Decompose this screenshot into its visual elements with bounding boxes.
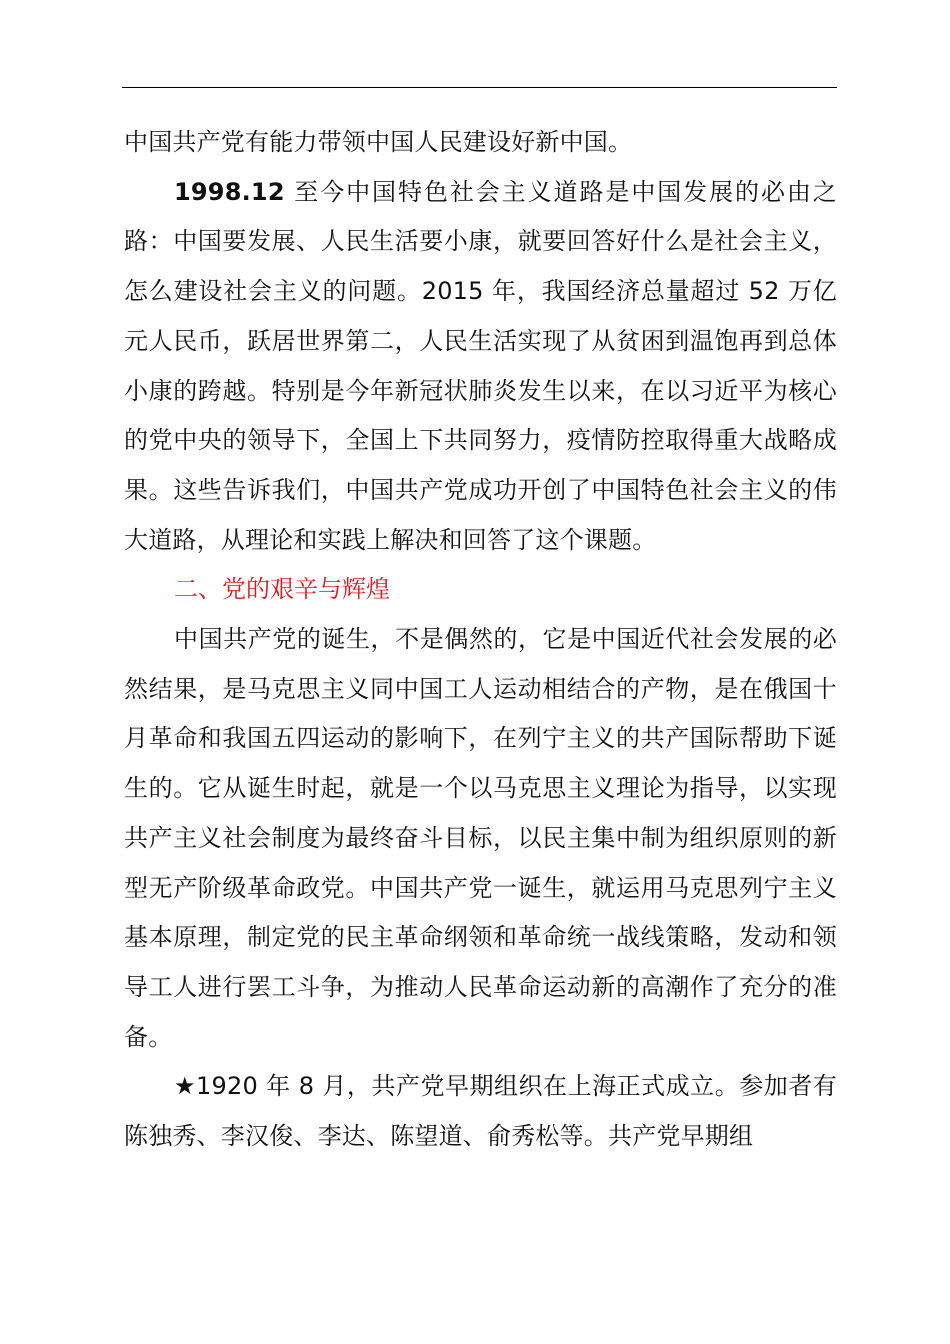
paragraph-body: 至今中国特色社会主义道路是中国发展的必由之路：中国要发展、人民生活要小康，就要回答好什么是社会主义，怎么建设社会主义的问题。2015 年，我国经济总量超过 52 万亿元人民币，跃居世界第二，人民生活实现了从贫困到温饱再到总体小康的跨越。特别是今年新冠状肺炎发生以来，在以习近平为核心的党中央的领导下，全国上下共同努力，疫情防控取得重大战略成果。这些告诉我们，中国共产党成功开创了中国特色社会主义的伟大道路，从理论和实践上解决和回答了这个课题。 [124,177,837,554]
section-heading: 二、党的艰辛与辉煌 [174,575,390,604]
paragraph-socialism-road [124,168,837,566]
paragraph-lead-date: 1998.12 [174,177,285,206]
document-body [124,118,837,1162]
header-rule [122,87,837,88]
paragraph-party-birth: 中国共产党的诞生，不是偶然的，它是中国近代社会发展的必然结果，是马克思主义同中国工人运动相结合的产物，是在俄国十月革命和我国五四运动的影响下，在列宁主义的共产国际帮助下诞生的。它从诞生时起，就是一个以马克思主义理论为指导，以实现共产主义社会制度为最终奋斗目标，以民主集中制为组织原则的新型无产阶级革命政党。中国共产党一诞生，就运用马克思列宁主义基本原理，制定党的民主革命纲领和革命统一战线策略，发动和领导工人进行罢工斗争，为推动人民革命运动新的高潮作了充分的准备。 [124,625,837,1051]
paragraph-early-organization: ★1920 年 8 月，共产党早期组织在上海正式成立。参加者有陈独秀、李汉俊、李达、陈望道、俞秀松等。共产党早期组 [124,1072,837,1151]
paragraph-continuation: 中国共产党有能力带领中国人民建设好新中国。 [124,128,633,156]
